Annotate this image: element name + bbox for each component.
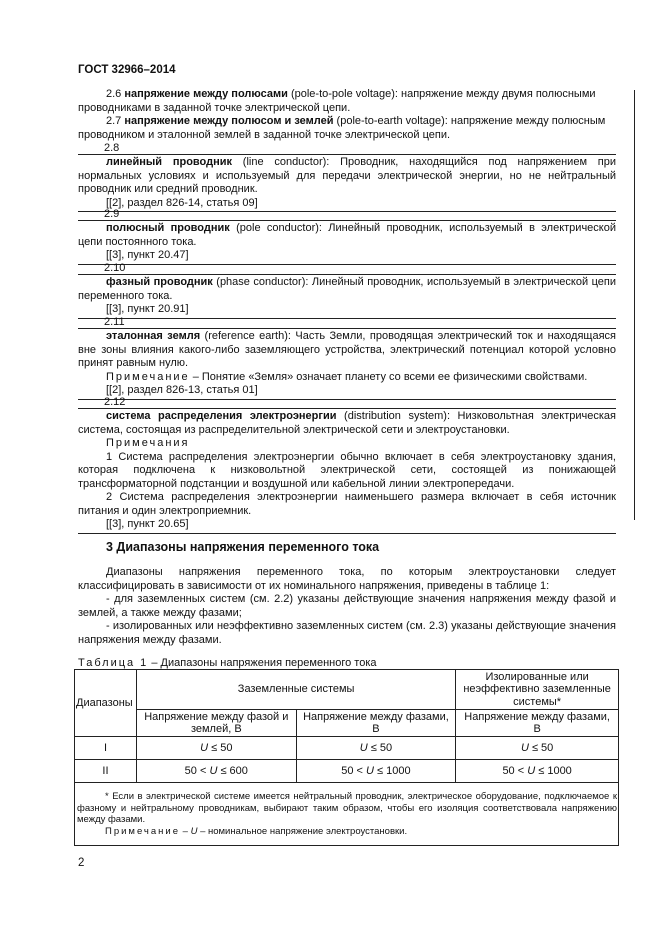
page-number: 2 bbox=[78, 857, 85, 869]
cell-range: I bbox=[75, 737, 137, 760]
term: полюсный проводник bbox=[106, 222, 230, 234]
subheader-phases: Напряжение между фазами, В bbox=[296, 710, 456, 737]
table-header-row bbox=[75, 670, 619, 710]
term: система распределения электроэнергии bbox=[106, 410, 337, 422]
voltage-symbol: U bbox=[200, 741, 209, 754]
term: линейный проводник bbox=[106, 156, 233, 168]
subheader-phases-isolated: Напряжение между фазами, В bbox=[456, 710, 619, 737]
cell-phases bbox=[296, 737, 456, 760]
note-label: Примечание bbox=[106, 370, 190, 383]
term: напряжение между полюсом и землей bbox=[124, 115, 334, 127]
voltage-ranges-table bbox=[74, 669, 619, 846]
cell-value: ≤ 50 bbox=[211, 741, 233, 754]
source-reference: [[3], пункт 20.65] bbox=[106, 518, 189, 530]
table-note-text: – номинальное напряжение электроустановки. bbox=[197, 825, 408, 837]
clause-text: (pole-to-pole voltage): напряжение между двумя полюсными bbox=[287, 88, 596, 100]
source-reference: [[2], раздел 826-13, статья 01] bbox=[106, 384, 258, 396]
table-note bbox=[77, 826, 617, 838]
clause-text: (pole-to-earth voltage): напряжение между полюсным bbox=[333, 115, 606, 127]
cell-prefix: 50 < bbox=[184, 764, 210, 777]
subheader-phase-earth: Напряжение между фазой и землей, В bbox=[136, 710, 296, 737]
clause-number-2-9: 2.9 bbox=[104, 208, 120, 220]
voltage-symbol: U bbox=[527, 764, 536, 777]
table-subheader-row bbox=[75, 710, 619, 737]
cell-prefix: 50 < bbox=[341, 764, 367, 777]
cell-phases bbox=[296, 760, 456, 783]
clause-text: проводниками в заданной точке электрической цепи. bbox=[78, 101, 351, 114]
voltage-symbol: U bbox=[520, 741, 529, 754]
clause-text: проводником и эталонной землей в заданной точке электрической цепи. bbox=[78, 128, 451, 141]
cell-isolated bbox=[456, 737, 619, 760]
definition-text: (pole conductor): Линейный проводник, используемый в электрической цепи постоянного тока. bbox=[78, 222, 616, 248]
cell-phase-earth bbox=[136, 760, 296, 783]
definition-box-2-11 bbox=[78, 328, 616, 400]
source-reference: [[3], пункт 20.47] bbox=[106, 249, 189, 261]
header-isolated-systems: Изолированные или неэффективно заземленные системы* bbox=[456, 670, 619, 710]
cell-isolated bbox=[456, 760, 619, 783]
header-grounded-systems: Заземленные системы bbox=[136, 670, 455, 710]
cell-range: II bbox=[75, 760, 137, 783]
clause-number-2-8: 2.8 bbox=[104, 142, 120, 154]
cell-phase-earth bbox=[136, 737, 296, 760]
table-note-dash: – bbox=[180, 825, 191, 837]
cell-value: ≤ 50 bbox=[531, 741, 554, 754]
table-note-label: Примечание bbox=[105, 825, 180, 837]
table-footnote: * Если в электрической системе имеется нейтральный проводник, электрическое оборудование, подключаемое к фазному и нейтральному проводникам, выбирают таким образом, чтобы его изоляция соответствовала напряжению между фазами. bbox=[77, 791, 617, 825]
section-3-body bbox=[78, 566, 616, 647]
note-2: 2 Система распределения электроэнергии наименьшего размера включает в себя источник питания и один электроприемник. bbox=[78, 491, 616, 517]
voltage-symbol: U bbox=[359, 741, 368, 754]
definition-box-2-10 bbox=[78, 274, 616, 319]
list-item: - изолированных или неэффективно заземленных систем (см. 2.3) указаны действующие значения напряжения между фазами. bbox=[78, 620, 616, 646]
clause-number-2-10: 2.10 bbox=[104, 262, 126, 274]
header-ranges: Диапазоны bbox=[75, 670, 137, 737]
definition-text: (distribution system): Низковольтная электрическая система, состоящая из распределительной электрической сети и электроустановки. bbox=[78, 410, 616, 436]
note-text: – Понятие «Земля» означает планету со всеми ее физическими свойствами. bbox=[189, 370, 588, 383]
definition-text: (phase conductor): Линейный проводник, используемый в электрической цепи переменного тока. bbox=[78, 276, 616, 302]
term: эталонная земля bbox=[106, 330, 201, 342]
cell-value: ≤ 600 bbox=[220, 764, 248, 777]
section-heading: 3 Диапазоны напряжения переменного тока bbox=[106, 540, 380, 554]
section-paragraph: Диапазоны напряжения переменного тока, по которым электроустановки следует классифицировать в зависимости от их номинального напряжения, приведены в таблице 1: bbox=[78, 566, 616, 592]
definition-text: (line conductor): Проводник, находящийся под напряжением при нормальных условиях и используемый для передачи электрической энергии, но не нейтральный проводник или средний проводник. bbox=[78, 156, 616, 195]
table-row bbox=[75, 760, 619, 783]
table-caption-label: Таблица 1 bbox=[78, 657, 149, 669]
clause-2-7 bbox=[78, 115, 616, 142]
change-bar bbox=[634, 90, 635, 520]
voltage-symbol: U bbox=[209, 764, 218, 777]
term: напряжение между полюсами bbox=[124, 88, 288, 100]
term: фазный проводник bbox=[106, 276, 213, 288]
definition-box-2-9 bbox=[78, 220, 616, 265]
table-caption-text: – Диапазоны напряжения переменного тока bbox=[148, 657, 377, 669]
cell-value: ≤ 50 bbox=[370, 741, 393, 754]
cell-value: ≤ 1000 bbox=[538, 764, 572, 777]
clause-number: 2.6 bbox=[106, 88, 122, 100]
definition-box-2-12 bbox=[78, 408, 616, 534]
document-code: ГОСТ 32966–2014 bbox=[78, 64, 176, 76]
definition-box-2-8 bbox=[78, 154, 616, 212]
clause-number-2-12: 2.12 bbox=[104, 396, 126, 408]
table-row bbox=[75, 737, 619, 760]
voltage-symbol: U bbox=[366, 764, 374, 777]
definition-text: (reference earth): Часть Земли, проводящая электрический ток и находящаяся вне зоны влияния какого-либо заземляющего устройства, электрический потенциал которой условно принят равным нулю. bbox=[78, 330, 616, 369]
cell-value: ≤ 1000 bbox=[377, 764, 411, 777]
clause-number: 2.7 bbox=[106, 115, 122, 127]
clause-number-2-11: 2.11 bbox=[104, 316, 125, 328]
table-footnote-row bbox=[75, 783, 619, 846]
table-footnote-cell bbox=[75, 783, 619, 846]
cell-prefix: 50 < bbox=[502, 764, 528, 777]
source-reference: [[2], раздел 826-14, статья 09] bbox=[106, 196, 258, 209]
clause-2-6 bbox=[78, 88, 616, 115]
note-1: 1 Система распределения электроэнергии обычно включает в себя электроустановку здания, которая подключена к низковольтной электрической сети, состоящей из понижающей трансформаторной подстанции и воздушной или кабельной линии электропередачи. bbox=[78, 450, 616, 490]
notes-label: Примечания bbox=[106, 437, 190, 449]
source-reference: [[3], пункт 20.91] bbox=[106, 303, 189, 315]
list-item: - для заземленных систем (см. 2.2) указаны действующие значения напряжения между фазой и землей, а также между фазами; bbox=[78, 593, 616, 619]
voltage-symbol: U bbox=[190, 825, 198, 837]
